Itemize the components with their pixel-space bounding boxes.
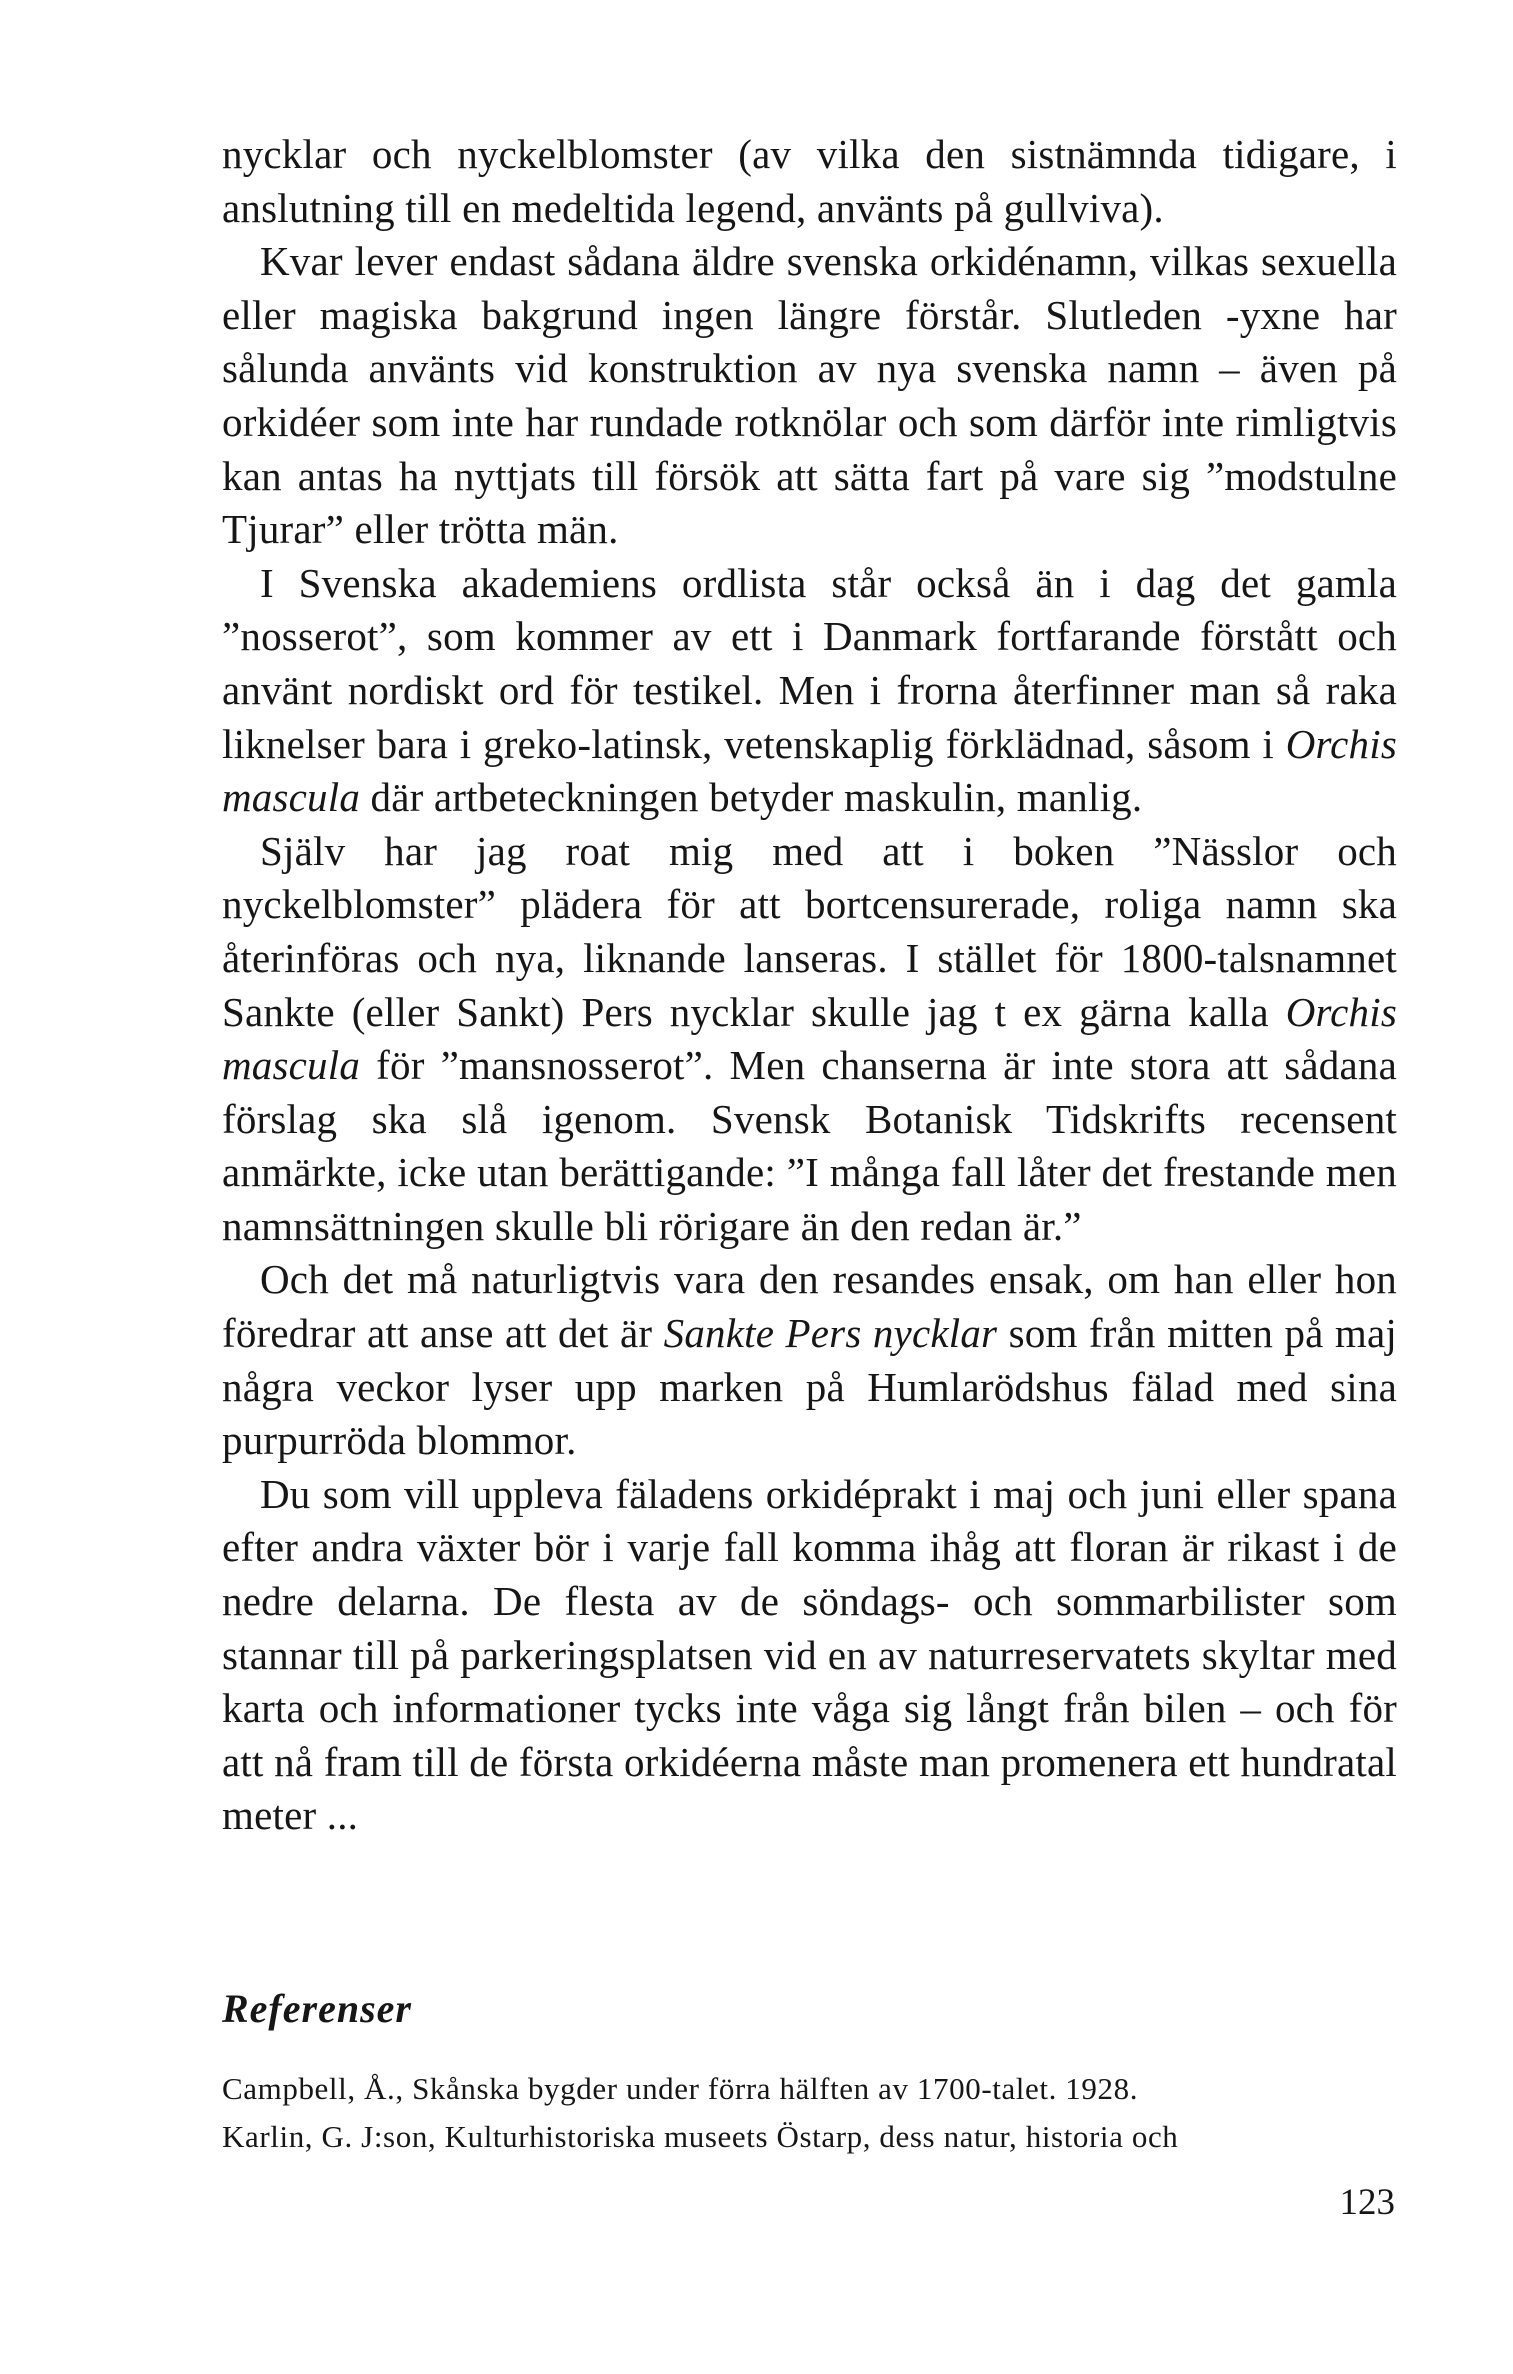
references-heading: Referenser [222, 1986, 412, 2031]
paragraph [222, 128, 1397, 235]
paragraph-text: Och det må naturligtvis vara den resandes ensak, om han eller hon föredrar att anse att det är [222, 1256, 1397, 1357]
reference-item: Karlin, G. J:son, Kulturhistoriska museets Östarp, dess natur, historia och [222, 2119, 1179, 2154]
italic-species-name: Orchis mascula [222, 720, 1397, 821]
paragraph [222, 557, 1397, 825]
paragraph-text: Själv har jag roat mig med att i boken ”Nässlor och nyckelblomster” plädera för att bortcensurerade, roliga namn ska återinföras och nya, liknande lanseras. I stället för 1800-talsnamnet Sankte (eller Sankt) Pers nycklar skulle jag t ex gärna kalla [222, 827, 1397, 1035]
paragraph-text: för ”mansnosserot”. Men chanserna är inte stora att sådana förslag ska slå igenom. Svensk Botanisk Tidskrifts recensent anmärkte, icke utan berättigande: ”I många fall låter det frestande men namnsättningen skulle bli rörigare än den redan är.” [222, 1042, 1397, 1249]
paragraph-text: Kvar lever endast sådana äldre svenska orkidénamn, vilkas sexuella eller magiska bakgrund ingen längre förstår. Slutleden -yxne har sålunda använts vid konstruktion av nya svenska namn – även på orkidéer som inte har rundade rotknölar och som därför inte rimligtvis kan antas ha nyttjats till försök att sätta fart på vare sig ”modstulne Tjurar” eller trötta män. [222, 238, 1397, 553]
paragraph-text: som från mitten på maj några veckor lyser upp marken på Humlarödshus fälad med sina purpurröda blommor. [222, 1310, 1397, 1464]
italic-plant-name: Sankte Pers nycklar [663, 1310, 998, 1357]
reference-item: Campbell, Å., Skånska bygder under förra hälften av 1700-talet. 1928. [222, 2071, 1139, 2106]
paragraph [222, 825, 1397, 1254]
paragraph-text: I Svenska akademiens ordlista står också än i dag det gamla ”nosserot”, som kommer av ett i Danmark fortfarande förstått och använt nordiskt ord för testikel. Men i frorna återfinner man så raka liknelser bara i greko-latinsk, vetenskaplig förklädnad, såsom i [222, 559, 1397, 767]
body-text [222, 128, 1397, 1843]
paragraph-text: Du som vill uppleva fäladens orkidéprakt i maj och juni eller spana efter andra växter bör i varje fall komma ihåg att floran är rikast i de nedre delarna. De flesta av de söndags- och sommarbilister som stannar till på parkeringsplatsen vid en av naturreservatets skyltar med karta och informationer tycks inte våga sig långt från bilen – och för att nå fram till de första orkidéerna måste man promenera ett hundratal meter ... [222, 1470, 1397, 1839]
page-number: 123 [1339, 2182, 1395, 2223]
paragraph-text: nycklar och nyckelblomster (av vilka den sistnämnda tidigare, i anslutning till en medeltida legend, använts på gullviva). [222, 131, 1397, 231]
paragraph [222, 1253, 1397, 1467]
paragraph [222, 235, 1397, 557]
paragraph-text: där artbeteckningen betyder maskulin, manlig. [360, 774, 1143, 821]
italic-species-name: Orchis mascula [222, 988, 1397, 1089]
references-list [222, 2065, 1397, 2161]
paragraph [222, 1468, 1397, 1843]
